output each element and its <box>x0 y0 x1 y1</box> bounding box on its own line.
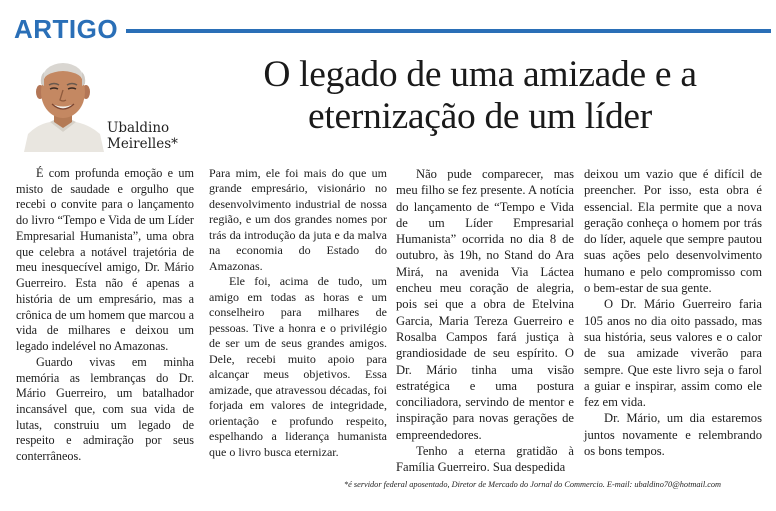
article-title-line1: O legado de uma amizade e a <box>263 54 697 95</box>
author-photo <box>22 54 104 152</box>
author-footnote: *é servidor federal aposentado, Diretor de Mercado do Jornal do Commercio. E-mail: ubaldino70@hotmail.com <box>344 480 722 489</box>
article-title-line2: eternização de um líder <box>308 96 652 137</box>
paragraph: Tenho a eterna gratidão à Família Guerreiro. Sua despedida <box>396 444 574 475</box>
paragraph: Guardo vivas em minha memória as lembranças do Dr. Mário Guerreiro, um batalhador incansável que, com sua vida de lutas, construiu um legado de respeito e admiração por seus conterrâneos. <box>16 354 194 464</box>
author-portrait-image <box>22 54 104 152</box>
section-rule <box>126 29 771 33</box>
paragraph: Não pude comparecer, mas meu filho se fez presente. A notícia do lançamento de “Tempo e Vida de um Líder Empresarial Humanista” ocorrida no dia 8 de outubro, às 19h, no Stand do Ara Mirá, na avenida Via Láctea encheu meu coração de alegria, pois sei que a obra de Etelvina Garcia, Maria Tereza Guerreiro e Rosalba Campos fará justiça à grandiosidade de seu espírito. O Dr. Mário tinha uma visão estratégica e uma postura conciliadora, servindo de mentor e inspiração para novas gerações de empreendedores. <box>396 167 574 442</box>
paragraph: Para mim, ele foi mais do que um grande empresário, visionário no desenvolvimento industrial de nossa região, e um dos grandes nomes por trás da introdução da juta e da malva na economia do Estado do Amazonas. <box>209 166 387 273</box>
paragraph: Dr. Mário, um dia estaremos juntos novamente e relembrando os bons tempos. <box>584 411 762 459</box>
author-first-name: Ubaldino <box>107 120 170 136</box>
paragraph: O Dr. Mário Guerreiro faria 105 anos no dia oito passado, mas sua história, seus valores e o calor de sua amizade viverão para sempre. Que este livro seja o farol a guiar e inspirar, assim como ele fez em vida. <box>584 297 762 410</box>
author-last-name: Meirelles* <box>107 136 178 152</box>
paragraph: É com profunda emoção e um misto de saudade e orgulho que recebi o convite para o lançamento do livro “Tempo e Vida de um Líder Empresarial Humanista”, uma obra que celebra a notável trajetória de meu inesquecível amigo, Dr. Mário Guerreiro. Esta não é apenas a história de um empresário, mas a crônica de um homem que marcou a vida de milhares e deixou um legado indelével no Amazonas. <box>16 166 194 354</box>
paragraph: Ele foi, acima de tudo, um amigo em todas as horas e um conselheiro para milhares de pessoas. Tive a honra e o privilégio de ser um de seus grandes amigos. Dele, recebi muito apoio para alcançar meus objetivos. Essa amizade, que atravessou décadas, foi forjada em valores de integridade, orientação e profundo respeito, espelhando a liderança humanista que o livro busca eternizar. <box>209 274 387 459</box>
article-column-1 <box>16 166 194 465</box>
paragraph: deixou um vazio que é difícil de preencher. Por isso, esta obra é essencial. Ela permite que a nova geração conheça o homem por trás do líder, aquele que sempre pautou suas ações pelo desenvolvimento humano e pelo compromisso com o bem-estar de sua gente. <box>584 167 762 296</box>
article-column-2 <box>209 166 387 460</box>
article-column-4 <box>584 166 762 459</box>
author-name <box>107 120 178 152</box>
section-label: ARTIGO <box>14 14 124 44</box>
article-column-3 <box>396 166 574 476</box>
article-title <box>230 54 730 138</box>
